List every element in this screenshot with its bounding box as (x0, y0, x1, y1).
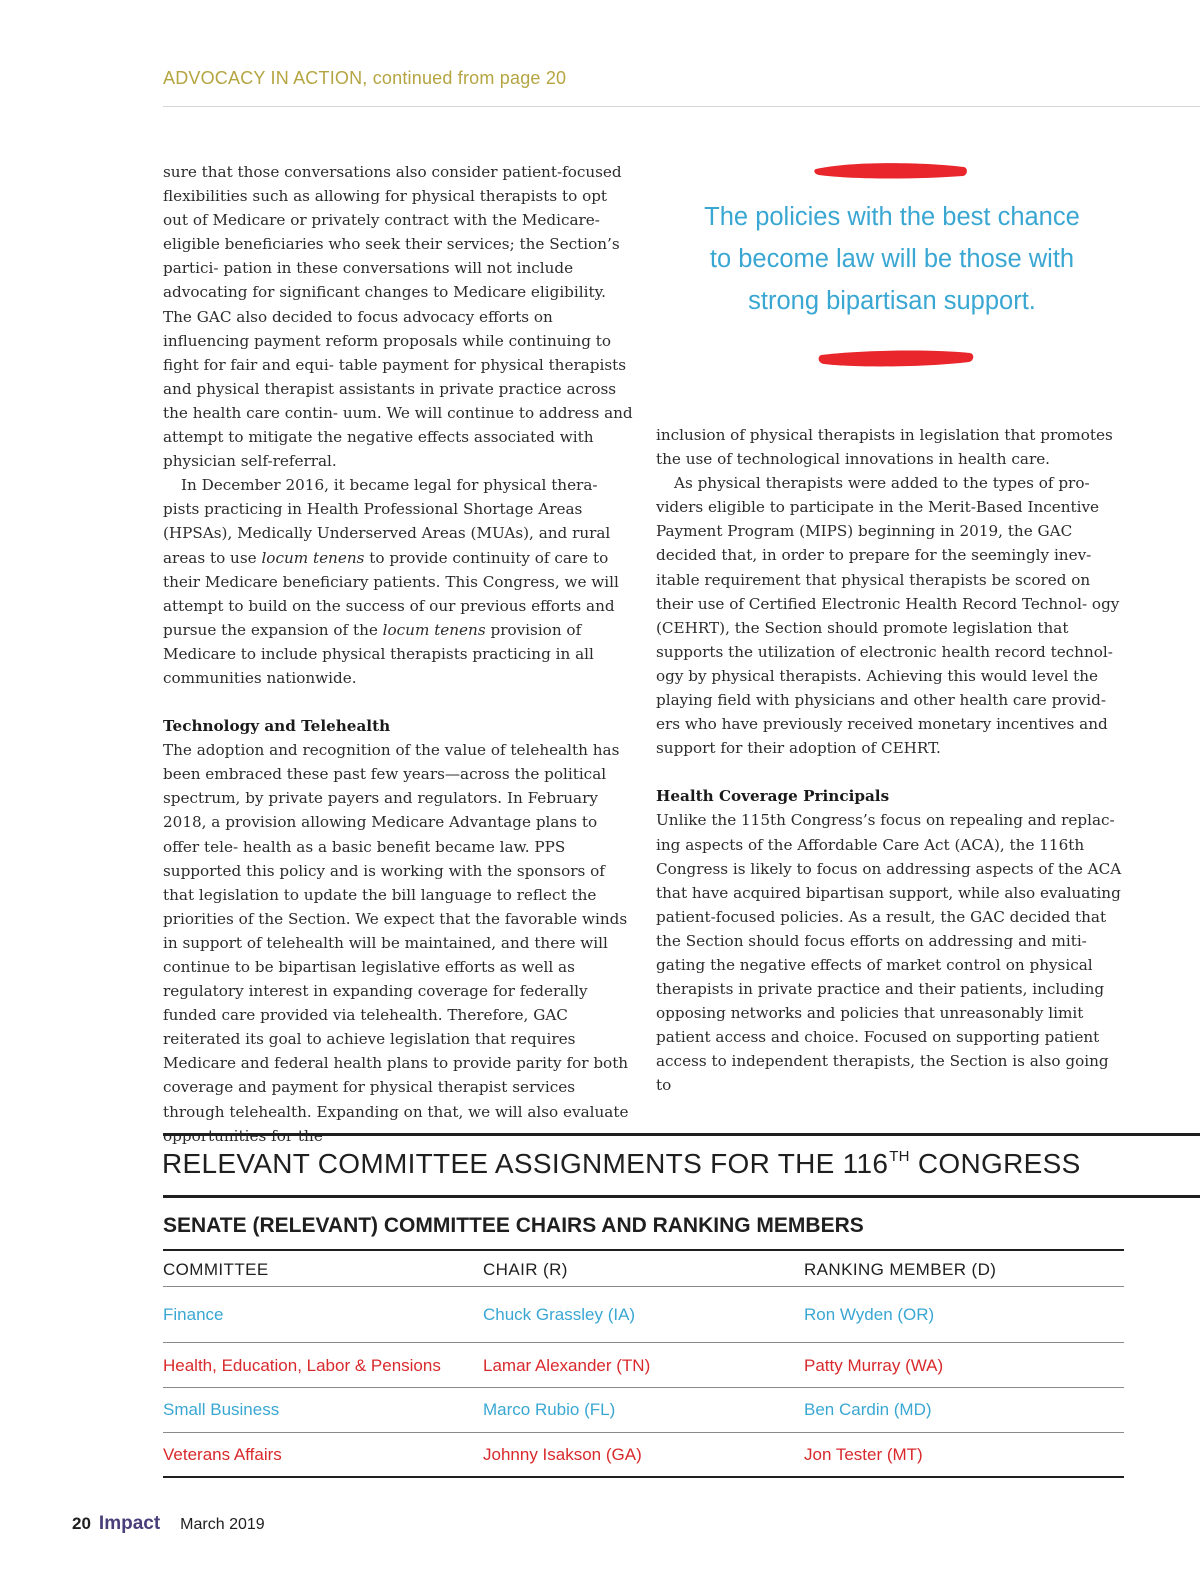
committee-cell: Veterans Affairs (163, 1445, 282, 1464)
left-paragraph-2-text-a: In December 2016, it became legal for physical thera- pists practicing in Health Professional Shortage Areas (HPSAs), Medically Underserved Areas (MUAs), and rural areas to use (163, 476, 611, 567)
pull-quote (672, 196, 1112, 322)
left-paragraph-2-text-b: to provide continuity of care to their Medicare beneficiary patients. This Congress, we will attempt to build on the success of our previous efforts and pursue the expansion of the (163, 548, 619, 639)
committee-cell: Health, Education, Labor & Pensions (163, 1356, 441, 1375)
box-top-rule (163, 1133, 1200, 1136)
chair-cell: Johnny Isakson (GA) (483, 1445, 642, 1464)
locum-tenens-term-2: locum tenens (382, 620, 486, 639)
right-paragraph-2: As physical therapists were added to the types of pro- viders eligible to participate in the Merit-Based Incentive Payment Program (MIPS) beginning in 2019, the GAC decided that, in order to prepare for the seemingly inev- itable requirement that physical therapists be scored on their use of Certified Electronic Health Record Technol- ogy (CEHRT), the Section should promote legislation that supports the utilization of electronic health record technol- ogy by physical therapists. Achieving this would level the playing field with physicians and other health care provid- ers who have previously received monetary incentives and support for their adoption of CEHRT. (656, 474, 1120, 758)
page-footer (72, 1513, 265, 1535)
column-header-ranking: RANKING MEMBER (D) (804, 1260, 997, 1279)
column-header-committee: COMMITTEE (163, 1260, 269, 1279)
issue-date: March 2019 (180, 1516, 265, 1533)
left-column (163, 160, 633, 1148)
pull-quote-line-1: The policies with the best chance (704, 203, 1080, 231)
pull-quote-line-2: to become law will be those with (709, 245, 1075, 273)
box-title-superscript: TH (889, 1148, 910, 1165)
senate-table-title: SENATE (RELEVANT) COMMITTEE CHAIRS AND RANKING MEMBERS (163, 1214, 864, 1237)
chair-cell: Lamar Alexander (TN) (483, 1356, 651, 1375)
ranking-cell: Patty Murray (WA) (804, 1356, 944, 1375)
left-paragraph-2 (163, 473, 633, 690)
section-gap (656, 760, 1128, 784)
magazine-brand: Impact (98, 1513, 161, 1534)
red-swoosh-bottom-icon (816, 346, 978, 372)
table-row (163, 1388, 1124, 1433)
chair-cell: Marco Rubio (FL) (483, 1400, 616, 1419)
chair-cell: Chuck Grassley (IA) (483, 1305, 636, 1324)
pull-quote-line-3: strong bipartisan support. (748, 287, 1036, 315)
ranking-cell: Jon Tester (MT) (804, 1445, 923, 1464)
table-header-row (163, 1249, 1124, 1287)
box-title-main: RELEVANT COMMITTEE ASSIGNMENTS FOR THE 116 (162, 1148, 889, 1179)
locum-tenens-term-1: locum tenens (261, 548, 365, 567)
header-divider (163, 106, 1200, 107)
page-number: 20 (72, 1514, 91, 1533)
ranking-cell: Ben Cardin (MD) (804, 1400, 932, 1419)
right-paragraph-3: Unlike the 115th Congress’s focus on repealing and replac- ing aspects of the Affordable Care Act (ACA), the 116th Congress is likely to focus on addressing aspects of the ACA that have acquired bipartisan support, while also evaluating patient-focused policies. As a result, the GAC decided that the Section should focus efforts on addressing and miti- gating the negative effects of market control on physical therapists in private practice and their patients, including opposing networks and policies that unreasonably limit patient access and choice. Focused on supporting patient access to independent therapists, the Section is also going to (656, 811, 1122, 1095)
right-column (656, 423, 1128, 1098)
table-row (163, 1343, 1124, 1388)
red-swoosh-top-icon (812, 158, 972, 184)
health-coverage-heading: Health Coverage Principals (656, 787, 890, 806)
left-paragraph-1: sure that those conversations also consider patient-focused flexibilities such as allowing for physical therapists to opt out of Medicare or privately contract with the Medicare-eligible beneficiaries who seek their services; the Section’s partici- pation in these conversations will not include advocating for significant changes to Medicare eligibility. The GAC also decided to focus advocacy efforts on influencing payment reform proposals while continuing to fight for fair and equi- table payment for physical therapists and physical therapist assistants in private practice across the health care contin- uum. We will continue to address and attempt to mitigate the negative effects associated with physician self-referral. (163, 163, 633, 471)
column-header-chair: CHAIR (R) (483, 1260, 568, 1279)
left-paragraph-2-text-c: provision of Medicare to include physical therapists practicing in all communities nationwide. (163, 620, 594, 687)
committee-cell: Small Business (163, 1400, 280, 1419)
box-title-end: CONGRESS (909, 1148, 1081, 1179)
table-row (163, 1433, 1124, 1478)
running-head: ADVOCACY IN ACTION, continued from page 20 (163, 68, 567, 88)
left-paragraph-3: The adoption and recognition of the value of telehealth has been embraced these past few years—across the political spectrum, by private payers and regulators. In February 2018, a provision allowing Medicare Advantage plans to offer tele- health as a basic benefit became law. PPS supported this policy and is working with the sponsors of that legislation to update the bill language to reflect the priorities of the Section. We expect that the favorable winds in support of telehealth will be maintained, and there will continue to be bipartisan legislative efforts as well as regulatory interest in expanding coverage for federally funded care provided via telehealth. Therefore, GAC reiterated its goal to achieve legislation that requires Medicare and federal health plans to provide parity for both coverage and payment for physical therapist services through telehealth. Expanding on that, we will also evaluate (163, 741, 629, 1121)
committee-table (163, 1249, 1124, 1478)
right-paragraph-1: inclusion of physical therapists in legislation that promotes the use of technological innovations in health care. (656, 426, 1113, 469)
committee-box-title (162, 1148, 1081, 1180)
section-gap (163, 690, 633, 714)
technology-telehealth-heading: Technology and Telehealth (163, 717, 391, 736)
committee-cell: Finance (163, 1305, 224, 1324)
ranking-cell: Ron Wyden (OR) (804, 1305, 935, 1324)
table-row (163, 1287, 1124, 1343)
box-title-rule (163, 1195, 1200, 1198)
